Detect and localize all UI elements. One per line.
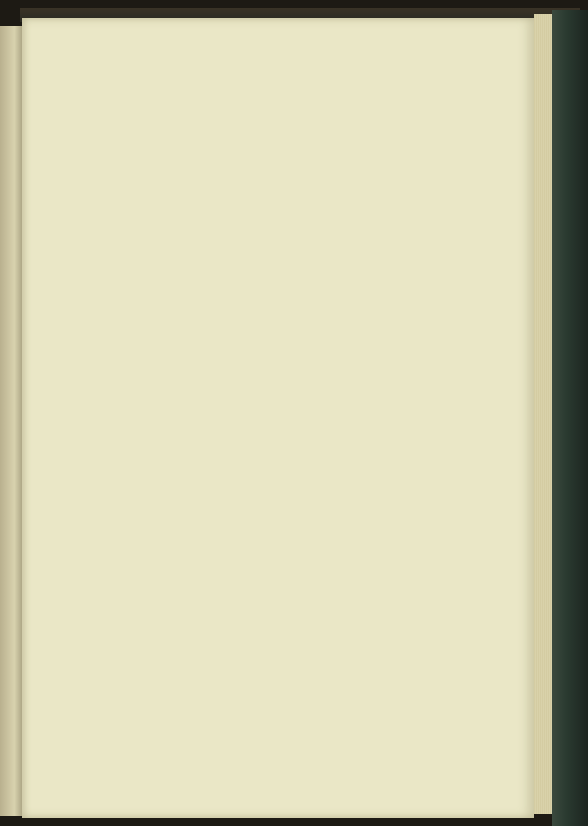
body-line [117, 429, 410, 451]
body-line-spacer [96, 473, 410, 495]
body-line [96, 209, 410, 231]
body-line [96, 319, 410, 341]
body-line [96, 407, 410, 429]
body-line [96, 253, 410, 275]
body-line [96, 297, 410, 319]
body-line [96, 121, 410, 143]
page-stack-edge [534, 14, 552, 814]
body-line [96, 143, 410, 165]
body-line [96, 385, 410, 407]
body-line [96, 451, 410, 473]
body-line [96, 165, 410, 187]
body-line [96, 231, 410, 253]
body-line [96, 187, 410, 209]
body-line [96, 341, 410, 363]
body-line [96, 363, 410, 385]
book-cover-edge [552, 10, 588, 826]
left-page-edge [0, 26, 24, 816]
body-line [96, 275, 410, 297]
